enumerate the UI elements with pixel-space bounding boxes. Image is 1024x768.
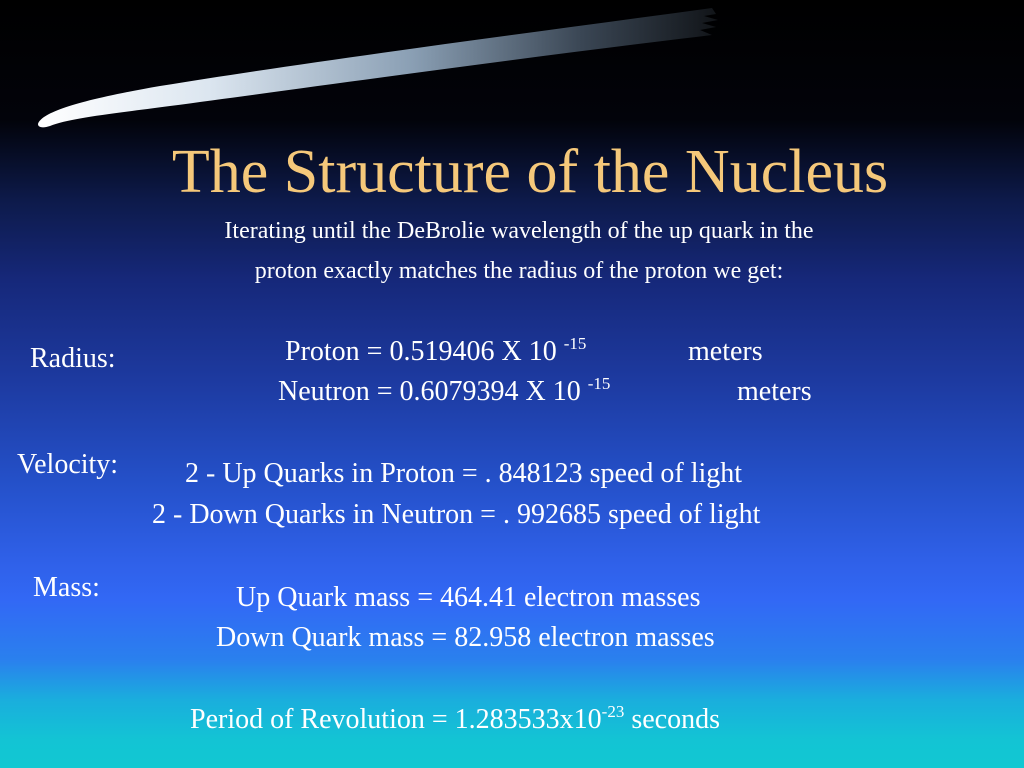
proton-radius-value: Proton = 0.519406 X 10 xyxy=(285,336,557,367)
period-exponent: -23 xyxy=(601,702,625,721)
proton-radius xyxy=(285,334,587,367)
up-quark-mass: Up Quark mass = 464.41 electron masses xyxy=(236,582,701,613)
period-unit: seconds xyxy=(631,704,720,735)
comet-swoosh-decoration xyxy=(0,0,1024,160)
mass-label: Mass: xyxy=(33,572,100,603)
proton-radius-exponent: -15 xyxy=(563,334,587,353)
velocity-label: Velocity: xyxy=(17,449,119,480)
intro-line-2: proton exactly matches the radius of the proton we get: xyxy=(254,258,784,284)
up-quark-velocity: 2 - Up Quarks in Proton = . 848123 speed of light xyxy=(185,458,743,489)
down-quark-velocity: 2 - Down Quarks in Neutron = . 992685 speed of light xyxy=(152,499,761,530)
proton-radius-unit: meters xyxy=(688,336,763,367)
neutron-radius-unit: meters xyxy=(737,376,812,407)
intro-line-1: Iterating until the DeBrolie wavelength of the up quark in the xyxy=(224,218,814,244)
period-value: Period of Revolution = 1.283533x10 xyxy=(190,704,602,735)
down-quark-mass: Down Quark mass = 82.958 electron masses xyxy=(216,622,715,653)
period-of-revolution xyxy=(190,702,720,735)
neutron-radius-value: Neutron = 0.6079394 X 10 xyxy=(278,376,581,407)
neutron-radius-exponent: -15 xyxy=(587,374,611,393)
neutron-radius xyxy=(278,374,611,407)
radius-label: Radius: xyxy=(30,343,116,374)
slide-title: The Structure of the Nucleus xyxy=(171,138,889,206)
